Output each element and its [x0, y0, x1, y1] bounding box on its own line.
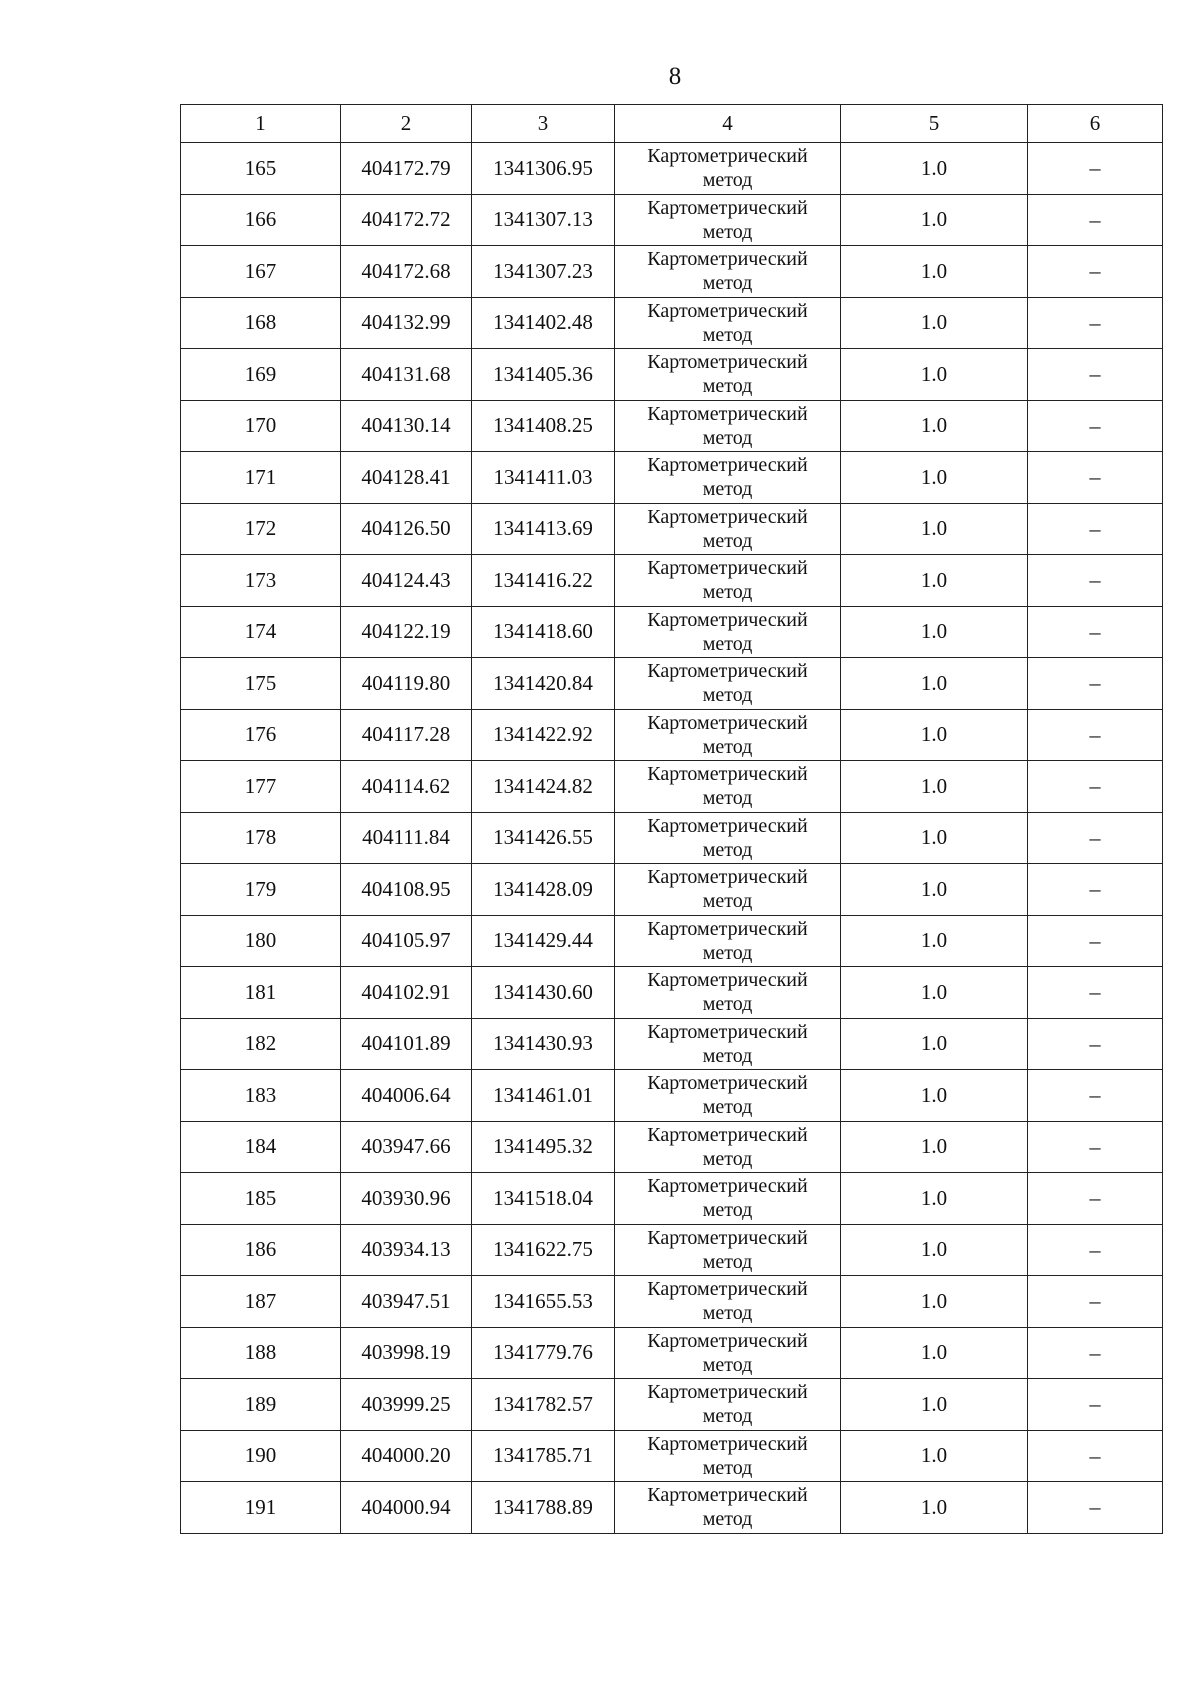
note-cell: – [1028, 658, 1163, 710]
point-number-cell: 168 [181, 297, 341, 349]
method-line-2: метод [702, 1302, 753, 1325]
method-line-2: метод [702, 581, 753, 604]
y-coordinate-cell: 1341622.75 [472, 1224, 615, 1276]
y-coordinate-cell: 1341306.95 [472, 143, 615, 195]
accuracy-cell: 1.0 [841, 1482, 1028, 1534]
method-line-1: Картометрический [647, 866, 808, 889]
table-row [181, 658, 1163, 710]
accuracy-cell: 1.0 [841, 1173, 1028, 1225]
method-line-2: метод [702, 1456, 753, 1479]
point-number-cell: 171 [181, 452, 341, 504]
method-cell [615, 297, 841, 349]
x-coordinate-cell: 404124.43 [341, 555, 472, 607]
accuracy-cell: 1.0 [841, 812, 1028, 864]
point-number-cell: 183 [181, 1070, 341, 1122]
accuracy-cell: 1.0 [841, 1224, 1028, 1276]
page-number: 8 [668, 63, 682, 90]
accuracy-cell: 1.0 [841, 1327, 1028, 1379]
x-coordinate-cell: 404117.28 [341, 709, 472, 761]
header-row [181, 105, 1163, 143]
x-coordinate-cell: 404006.64 [341, 1070, 472, 1122]
method-cell [615, 812, 841, 864]
header-col-1: 1 [181, 105, 341, 143]
point-number-cell: 173 [181, 555, 341, 607]
method-line-1: Картометрический [647, 248, 808, 271]
point-number-cell: 189 [181, 1379, 341, 1431]
method-cell [615, 1070, 841, 1122]
method-line-1: Картометрический [647, 660, 808, 683]
method-line-1: Картометрический [647, 608, 808, 631]
method-line-1: Картометрический [647, 505, 808, 528]
note-cell: – [1028, 1482, 1163, 1534]
x-coordinate-cell: 404108.95 [341, 864, 472, 916]
note-cell: – [1028, 1070, 1163, 1122]
x-coordinate-cell: 404119.80 [341, 658, 472, 710]
method-line-2: метод [702, 478, 753, 501]
method-line-2: метод [702, 529, 753, 552]
note-cell: – [1028, 400, 1163, 452]
method-line-2: метод [702, 684, 753, 707]
table-row [181, 555, 1163, 607]
point-number-cell: 184 [181, 1121, 341, 1173]
method-line-1: Картометрический [647, 299, 808, 322]
method-line-1: Картометрический [647, 1020, 808, 1043]
accuracy-cell: 1.0 [841, 1379, 1028, 1431]
point-number-cell: 166 [181, 194, 341, 246]
y-coordinate-cell: 1341495.32 [472, 1121, 615, 1173]
x-coordinate-cell: 404172.79 [341, 143, 472, 195]
accuracy-cell: 1.0 [841, 452, 1028, 504]
method-line-2: метод [702, 632, 753, 655]
note-cell: – [1028, 1430, 1163, 1482]
point-number-cell: 182 [181, 1018, 341, 1070]
table-row [181, 1482, 1163, 1534]
method-line-2: метод [702, 1199, 753, 1222]
method-line-2: метод [702, 323, 753, 346]
note-cell: – [1028, 709, 1163, 761]
y-coordinate-cell: 1341655.53 [472, 1276, 615, 1328]
note-cell: – [1028, 1327, 1163, 1379]
x-coordinate-cell: 404114.62 [341, 761, 472, 813]
y-coordinate-cell: 1341461.01 [472, 1070, 615, 1122]
note-cell: – [1028, 864, 1163, 916]
x-coordinate-cell: 404101.89 [341, 1018, 472, 1070]
y-coordinate-cell: 1341408.25 [472, 400, 615, 452]
point-number-cell: 177 [181, 761, 341, 813]
method-line-2: метод [702, 1044, 753, 1067]
method-cell [615, 246, 841, 298]
table-row [181, 349, 1163, 401]
method-cell [615, 349, 841, 401]
method-cell [615, 1121, 841, 1173]
method-cell [615, 503, 841, 555]
method-line-1: Картометрический [647, 917, 808, 940]
accuracy-cell: 1.0 [841, 709, 1028, 761]
method-cell [615, 452, 841, 504]
method-line-2: метод [702, 1250, 753, 1273]
accuracy-cell: 1.0 [841, 349, 1028, 401]
point-number-cell: 185 [181, 1173, 341, 1225]
accuracy-cell: 1.0 [841, 1121, 1028, 1173]
note-cell: – [1028, 967, 1163, 1019]
x-coordinate-cell: 404126.50 [341, 503, 472, 555]
note-cell: – [1028, 349, 1163, 401]
method-line-1: Картометрический [647, 814, 808, 837]
note-cell: – [1028, 452, 1163, 504]
accuracy-cell: 1.0 [841, 967, 1028, 1019]
method-cell [615, 1430, 841, 1482]
point-number-cell: 169 [181, 349, 341, 401]
table-row [181, 967, 1163, 1019]
y-coordinate-cell: 1341429.44 [472, 915, 615, 967]
method-cell [615, 864, 841, 916]
method-cell [615, 1276, 841, 1328]
table-row [181, 1379, 1163, 1431]
table-row [181, 1018, 1163, 1070]
method-cell [615, 606, 841, 658]
method-line-1: Картометрический [647, 763, 808, 786]
table-row [181, 709, 1163, 761]
y-coordinate-cell: 1341782.57 [472, 1379, 615, 1431]
header-col-4: 4 [615, 105, 841, 143]
x-coordinate-cell: 404131.68 [341, 349, 472, 401]
header-col-2: 2 [341, 105, 472, 143]
note-cell: – [1028, 555, 1163, 607]
note-cell: – [1028, 1018, 1163, 1070]
y-coordinate-cell: 1341307.13 [472, 194, 615, 246]
table-row [181, 915, 1163, 967]
y-coordinate-cell: 1341424.82 [472, 761, 615, 813]
header-col-3: 3 [472, 105, 615, 143]
x-coordinate-cell: 403934.13 [341, 1224, 472, 1276]
point-number-cell: 180 [181, 915, 341, 967]
accuracy-cell: 1.0 [841, 555, 1028, 607]
note-cell: – [1028, 915, 1163, 967]
x-coordinate-cell: 403930.96 [341, 1173, 472, 1225]
point-number-cell: 167 [181, 246, 341, 298]
accuracy-cell: 1.0 [841, 400, 1028, 452]
table-row [181, 1173, 1163, 1225]
table-row [181, 864, 1163, 916]
point-number-cell: 181 [181, 967, 341, 1019]
note-cell: – [1028, 194, 1163, 246]
method-line-2: метод [702, 838, 753, 861]
x-coordinate-cell: 404122.19 [341, 606, 472, 658]
method-cell [615, 1327, 841, 1379]
table-row [181, 1121, 1163, 1173]
header-col-5: 5 [841, 105, 1028, 143]
point-number-cell: 188 [181, 1327, 341, 1379]
point-number-cell: 191 [181, 1482, 341, 1534]
table-row [181, 143, 1163, 195]
note-cell: – [1028, 761, 1163, 813]
table-row [181, 761, 1163, 813]
note-cell: – [1028, 1121, 1163, 1173]
note-cell: – [1028, 606, 1163, 658]
accuracy-cell: 1.0 [841, 143, 1028, 195]
method-line-2: метод [702, 1096, 753, 1119]
header-col-6: 6 [1028, 105, 1163, 143]
point-number-cell: 187 [181, 1276, 341, 1328]
method-cell [615, 967, 841, 1019]
method-cell [615, 1224, 841, 1276]
y-coordinate-cell: 1341428.09 [472, 864, 615, 916]
method-line-2: метод [702, 941, 753, 964]
point-number-cell: 170 [181, 400, 341, 452]
table-body [181, 143, 1163, 1534]
accuracy-cell: 1.0 [841, 297, 1028, 349]
x-coordinate-cell: 404000.20 [341, 1430, 472, 1482]
point-number-cell: 178 [181, 812, 341, 864]
method-cell [615, 143, 841, 195]
method-line-1: Картометрический [647, 454, 808, 477]
y-coordinate-cell: 1341413.69 [472, 503, 615, 555]
method-line-1: Картометрический [647, 145, 808, 168]
x-coordinate-cell: 404132.99 [341, 297, 472, 349]
accuracy-cell: 1.0 [841, 658, 1028, 710]
x-coordinate-cell: 404130.14 [341, 400, 472, 452]
y-coordinate-cell: 1341416.22 [472, 555, 615, 607]
table-row [181, 1276, 1163, 1328]
note-cell: – [1028, 143, 1163, 195]
method-line-2: метод [702, 1353, 753, 1376]
method-cell [615, 400, 841, 452]
table-row [181, 452, 1163, 504]
method-line-1: Картометрический [647, 969, 808, 992]
method-cell [615, 761, 841, 813]
accuracy-cell: 1.0 [841, 1276, 1028, 1328]
y-coordinate-cell: 1341422.92 [472, 709, 615, 761]
y-coordinate-cell: 1341430.60 [472, 967, 615, 1019]
point-number-cell: 176 [181, 709, 341, 761]
method-cell [615, 194, 841, 246]
method-line-2: метод [702, 890, 753, 913]
table-row [181, 1224, 1163, 1276]
method-cell [615, 1379, 841, 1431]
point-number-cell: 165 [181, 143, 341, 195]
method-cell [615, 915, 841, 967]
method-line-1: Картометрический [647, 711, 808, 734]
method-line-1: Картометрический [647, 1432, 808, 1455]
point-number-cell: 175 [181, 658, 341, 710]
table-row [181, 1070, 1163, 1122]
method-cell [615, 658, 841, 710]
accuracy-cell: 1.0 [841, 864, 1028, 916]
y-coordinate-cell: 1341785.71 [472, 1430, 615, 1482]
x-coordinate-cell: 404111.84 [341, 812, 472, 864]
method-line-1: Картометрический [647, 402, 808, 425]
note-cell: – [1028, 1379, 1163, 1431]
point-number-cell: 190 [181, 1430, 341, 1482]
method-line-1: Картометрический [647, 557, 808, 580]
method-line-2: метод [702, 1147, 753, 1170]
table-row [181, 1327, 1163, 1379]
method-line-1: Картометрический [647, 351, 808, 374]
y-coordinate-cell: 1341426.55 [472, 812, 615, 864]
point-number-cell: 186 [181, 1224, 341, 1276]
point-number-cell: 179 [181, 864, 341, 916]
accuracy-cell: 1.0 [841, 1070, 1028, 1122]
method-line-2: метод [702, 787, 753, 810]
method-line-2: метод [702, 993, 753, 1016]
x-coordinate-cell: 404000.94 [341, 1482, 472, 1534]
method-line-1: Картометрический [647, 1278, 808, 1301]
note-cell: – [1028, 246, 1163, 298]
x-coordinate-cell: 403947.51 [341, 1276, 472, 1328]
method-line-1: Картометрический [647, 1381, 808, 1404]
x-coordinate-cell: 404172.72 [341, 194, 472, 246]
y-coordinate-cell: 1341307.23 [472, 246, 615, 298]
table-header [181, 105, 1163, 143]
method-line-1: Картометрический [647, 1329, 808, 1352]
x-coordinate-cell: 403947.66 [341, 1121, 472, 1173]
y-coordinate-cell: 1341518.04 [472, 1173, 615, 1225]
accuracy-cell: 1.0 [841, 606, 1028, 658]
method-line-2: метод [702, 272, 753, 295]
table-row [181, 812, 1163, 864]
note-cell: – [1028, 1173, 1163, 1225]
accuracy-cell: 1.0 [841, 246, 1028, 298]
method-cell [615, 1173, 841, 1225]
note-cell: – [1028, 1276, 1163, 1328]
method-line-1: Картометрический [647, 1484, 808, 1507]
method-cell [615, 709, 841, 761]
method-line-2: метод [702, 735, 753, 758]
accuracy-cell: 1.0 [841, 503, 1028, 555]
method-line-1: Картометрический [647, 1175, 808, 1198]
x-coordinate-cell: 404102.91 [341, 967, 472, 1019]
table-row [181, 297, 1163, 349]
note-cell: – [1028, 1224, 1163, 1276]
table-row [181, 246, 1163, 298]
accuracy-cell: 1.0 [841, 915, 1028, 967]
table-row [181, 400, 1163, 452]
method-line-1: Картометрический [647, 1123, 808, 1146]
method-line-1: Картометрический [647, 1072, 808, 1095]
method-line-2: метод [702, 1508, 753, 1531]
method-line-1: Картометрический [647, 1226, 808, 1249]
x-coordinate-cell: 403999.25 [341, 1379, 472, 1431]
method-line-2: метод [702, 220, 753, 243]
table-row [181, 1430, 1163, 1482]
y-coordinate-cell: 1341405.36 [472, 349, 615, 401]
coordinates-table [180, 104, 1163, 1534]
method-cell [615, 1018, 841, 1070]
accuracy-cell: 1.0 [841, 1018, 1028, 1070]
note-cell: – [1028, 503, 1163, 555]
accuracy-cell: 1.0 [841, 1430, 1028, 1482]
method-line-1: Картометрический [647, 196, 808, 219]
x-coordinate-cell: 404105.97 [341, 915, 472, 967]
table-row [181, 606, 1163, 658]
y-coordinate-cell: 1341402.48 [472, 297, 615, 349]
point-number-cell: 174 [181, 606, 341, 658]
method-line-2: метод [702, 426, 753, 449]
y-coordinate-cell: 1341418.60 [472, 606, 615, 658]
accuracy-cell: 1.0 [841, 194, 1028, 246]
method-line-2: метод [702, 1405, 753, 1428]
method-cell [615, 555, 841, 607]
point-number-cell: 172 [181, 503, 341, 555]
note-cell: – [1028, 297, 1163, 349]
method-cell [615, 1482, 841, 1534]
accuracy-cell: 1.0 [841, 761, 1028, 813]
table-row [181, 503, 1163, 555]
method-line-2: метод [702, 169, 753, 192]
y-coordinate-cell: 1341430.93 [472, 1018, 615, 1070]
x-coordinate-cell: 404128.41 [341, 452, 472, 504]
x-coordinate-cell: 404172.68 [341, 246, 472, 298]
method-line-2: метод [702, 375, 753, 398]
y-coordinate-cell: 1341788.89 [472, 1482, 615, 1534]
y-coordinate-cell: 1341779.76 [472, 1327, 615, 1379]
y-coordinate-cell: 1341420.84 [472, 658, 615, 710]
x-coordinate-cell: 403998.19 [341, 1327, 472, 1379]
table-row [181, 194, 1163, 246]
y-coordinate-cell: 1341411.03 [472, 452, 615, 504]
note-cell: – [1028, 812, 1163, 864]
